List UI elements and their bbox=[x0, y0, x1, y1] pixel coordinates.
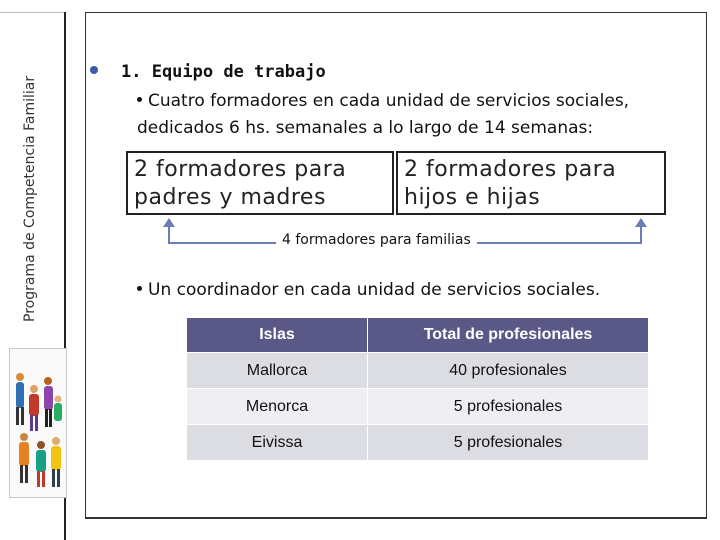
program-title: Programa de Competencia Familiar bbox=[22, 75, 38, 322]
cell-total: 5 profesionales bbox=[368, 389, 649, 425]
cell-total: 40 profesionales bbox=[368, 353, 649, 389]
sub-bullet-icon bbox=[137, 97, 142, 102]
cell-island: Mallorca bbox=[187, 353, 368, 389]
table-row bbox=[187, 353, 649, 389]
family-figures-image bbox=[9, 348, 67, 498]
bracket-left-arm bbox=[168, 225, 170, 244]
professionals-table bbox=[186, 317, 649, 461]
section-heading: 1. Equipo de trabajo bbox=[121, 62, 326, 82]
cell-total: 5 profesionales bbox=[368, 425, 649, 461]
table-row bbox=[187, 425, 649, 461]
bracket-right-arm bbox=[640, 225, 642, 244]
header-islands: Islas bbox=[187, 318, 368, 353]
cell-island: Menorca bbox=[187, 389, 368, 425]
bullet-icon bbox=[90, 66, 98, 74]
coordinator-line bbox=[137, 280, 600, 300]
sidebar bbox=[0, 0, 66, 540]
box-parents-trainers: 2 formadores para padres y madres bbox=[126, 151, 394, 215]
sub-bullet-icon bbox=[137, 286, 142, 291]
table-header-row bbox=[187, 318, 649, 353]
box-children-trainers: 2 formadores para hijos e hijas bbox=[396, 151, 666, 215]
cell-island: Eivissa bbox=[187, 425, 368, 461]
arrow-up-right-icon bbox=[635, 218, 647, 227]
coordinator-text: Un coordinador en cada unidad de servicios sociales. bbox=[148, 280, 601, 300]
team-description-text: Cuatro formadores en cada unidad de servicios sociales, dedicados 6 hs. semanales a lo largo de 14 semanas: bbox=[137, 91, 630, 138]
header-total: Total de profesionales bbox=[368, 318, 649, 353]
table-row bbox=[187, 389, 649, 425]
team-description bbox=[137, 88, 697, 142]
family-trainers-label: 4 formadores para familias bbox=[276, 232, 477, 248]
arrow-up-left-icon bbox=[163, 218, 175, 227]
